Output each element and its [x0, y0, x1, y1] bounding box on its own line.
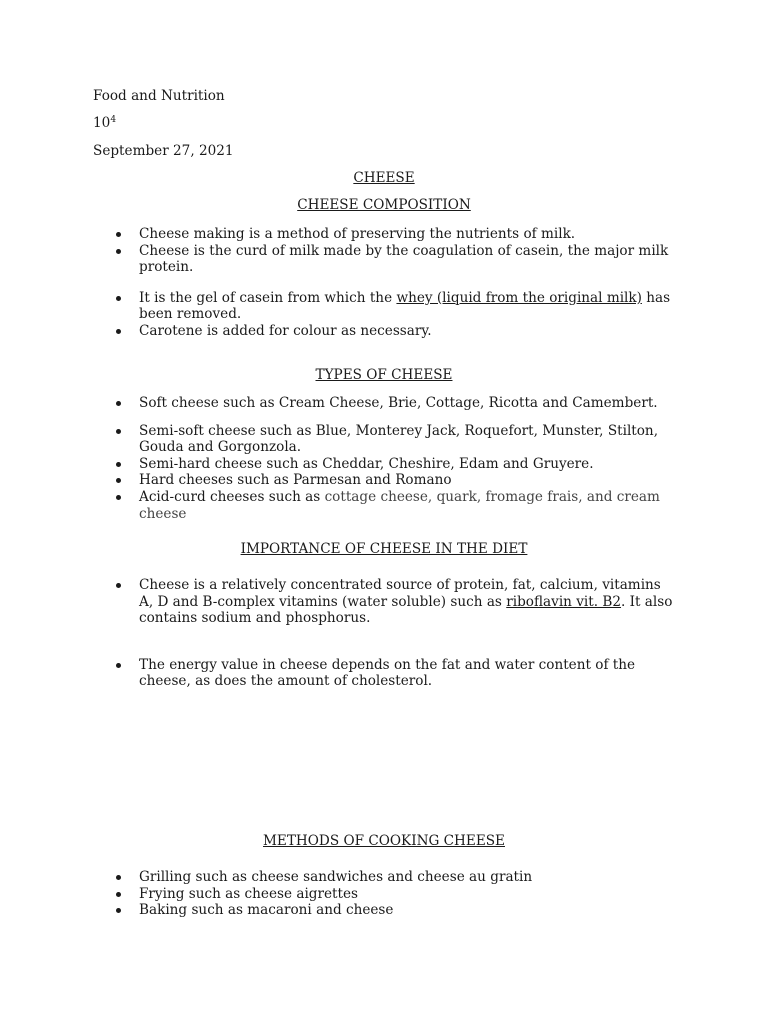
whey-underlined: whey (liquid from the original milk) [396, 289, 642, 306]
document-title: CHEESE [353, 170, 415, 186]
list-item: Baking such as macaroni and cheese [114, 902, 674, 919]
grade-base: 10 [93, 115, 111, 131]
course-name: Food and Nutrition [93, 88, 225, 104]
list-item: Soft cheese such as Cream Cheese, Brie, Cottage, Ricotta and Camembert. [114, 395, 674, 412]
composition-list [114, 226, 674, 340]
importance-list [114, 577, 674, 690]
list-item: Carotene is added for colour as necessary. [114, 323, 674, 340]
list-item: Hard cheeses such as Parmesan and Romano [114, 472, 674, 489]
types-list [114, 395, 674, 522]
list-item: Frying such as cheese aigrettes [114, 886, 674, 903]
list-item: Grilling such as cheese sandwiches and cheese au gratin [114, 869, 674, 886]
list-item: It is the gel of casein from which the whey (liquid from the original milk) has been removed. [114, 290, 674, 323]
section-heading-composition: CHEESE COMPOSITION [297, 197, 471, 213]
list-item: The energy value in cheese depends on the fat and water content of the cheese, as does the amount of cholesterol. [114, 657, 674, 690]
list-item: Cheese is a relatively concentrated source of protein, fat, calcium, vitamins A, D and B-complex vitamins (water soluble) such as riboflavin vit. B2. It also contains sodium and phosphorus. [114, 577, 674, 627]
list-item: Cheese making is a method of preserving the nutrients of milk. [114, 226, 674, 243]
section-heading-importance: IMPORTANCE OF CHEESE IN THE DIET [240, 541, 528, 557]
section-heading-types: TYPES OF CHEESE [315, 367, 453, 383]
riboflavin-underlined: riboflavin vit. B2 [506, 593, 622, 610]
grade-superscript: 4 [110, 115, 117, 125]
document-date: September 27, 2021 [93, 143, 234, 159]
section-heading-methods: METHODS OF COOKING CHEESE [263, 833, 505, 849]
list-item: Acid-curd cheeses such as cottage cheese, quark, fromage frais, and cream cheese [114, 489, 674, 522]
list-item: Semi-hard cheese such as Cheddar, Cheshire, Edam and Gruyere. [114, 456, 674, 473]
methods-list [114, 869, 674, 919]
acid-curd-examples: cottage cheese, quark, fromage frais, and cream cheese [139, 488, 660, 522]
list-item: Cheese is the curd of milk made by the coagulation of casein, the major milk protein. [114, 243, 674, 276]
grade-level [93, 115, 116, 132]
list-item: Semi-soft cheese such as Blue, Monterey Jack, Roquefort, Munster, Stilton, Gouda and Gorgonzola. [114, 423, 674, 456]
